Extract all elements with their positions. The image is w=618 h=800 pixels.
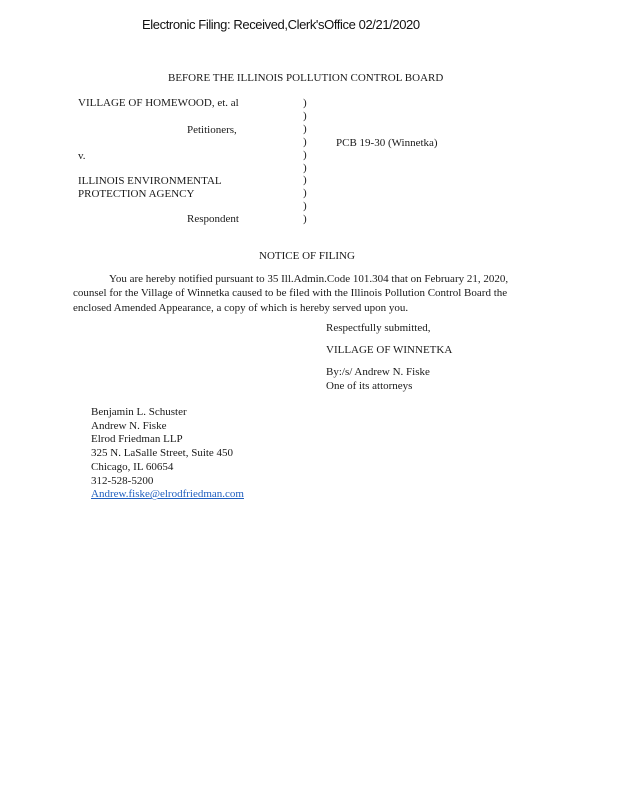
caption-paren: ): [303, 174, 307, 187]
case-number: PCB 19-30 (Winnetka): [336, 137, 438, 149]
body-line: enclosed Amended Appearance, a copy of which is hereby served upon you.: [73, 301, 409, 314]
signature-line: By:/s/ Andrew N. Fiske: [326, 366, 430, 378]
contact-line: Benjamin L. Schuster: [91, 406, 187, 418]
caption-paren: ): [303, 122, 307, 135]
body-line: [73, 272, 543, 286]
caption-paren-column: [303, 97, 307, 226]
contact-line: Chicago, IL 60654: [91, 460, 174, 473]
caption-paren: ): [303, 200, 307, 213]
attorney-contact-block: [91, 406, 244, 502]
caption-paren: ): [303, 97, 307, 109]
closing-text: Respectfully submitted,: [326, 322, 431, 334]
signing-party: VILLAGE OF WINNETKA: [326, 344, 453, 356]
notice-title: NOTICE OF FILING: [259, 250, 355, 262]
contact-line: Elrod Friedman LLP: [91, 433, 183, 446]
body-line-text: You are hereby notified pursuant to 35 Ill.Admin.Code 101.304 that on February 21, 2020,: [109, 273, 509, 285]
petitioner-name: VILLAGE OF HOMEWOOD, et. al: [78, 97, 239, 109]
document-heading: BEFORE THE ILLINOIS POLLUTION CONTROL BOARD: [168, 72, 444, 84]
contact-line: 325 N. LaSalle Street, Suite 450: [91, 447, 234, 460]
efiling-stamp: Electronic Filing: Received,Clerk'sOffice 02/21/2020: [142, 17, 420, 32]
body-line: counsel for the Village of Winnetka caused to be filed with the Illinois Pollution Control Board the: [73, 287, 508, 300]
caption-paren: ): [303, 213, 307, 226]
caption-paren: ): [303, 109, 307, 122]
email-link[interactable]: Andrew.fiske@elrodfriedman.com: [91, 488, 244, 501]
caption-paren: ): [303, 187, 307, 200]
caption-paren: ): [303, 148, 307, 161]
versus-label: v.: [78, 150, 86, 162]
respondent-name-line1: ILLINOIS ENVIRONMENTAL: [78, 175, 222, 187]
respondent-name-line2: PROTECTION AGENCY: [78, 188, 195, 200]
signer-role: One of its attorneys: [326, 380, 413, 392]
petitioner-role: Petitioners,: [187, 124, 237, 136]
contact-line: 312-528-5200: [91, 474, 154, 487]
caption-paren: ): [303, 135, 307, 148]
caption-paren: ): [303, 161, 307, 174]
contact-line: Andrew N. Fiske: [91, 419, 167, 432]
notice-body: [73, 272, 543, 315]
respondent-role: Respondent: [187, 213, 239, 225]
